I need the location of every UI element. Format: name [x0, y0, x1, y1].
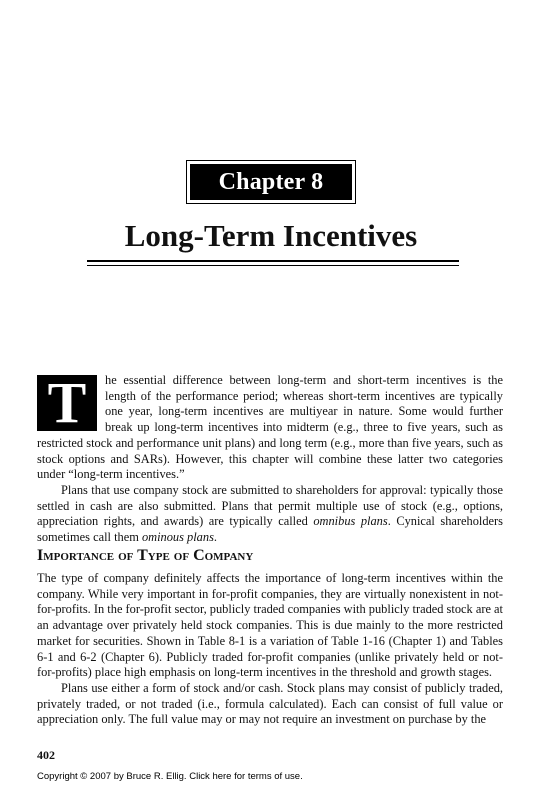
intro-paragraph-2 — [37, 483, 503, 546]
omnibus-plans-term: omnibus plans — [313, 514, 388, 529]
title-rule-thick — [87, 260, 459, 262]
intro-paragraph-2-end: . — [213, 530, 218, 545]
copyright-text: Copyright © 2007 by Bruce R. Ellig. — [37, 771, 190, 782]
title-rule-thin — [87, 265, 459, 266]
section-heading: Importance of Type of Company — [37, 547, 254, 564]
chapter-label: Chapter 8 — [190, 164, 352, 200]
section-paragraph-1: The type of company definitely affects the importance of long-term incentives within the company. While very important in for-profit companies, they are virtually nonexistent in not-for-profits. In the for-profit sector, publicly traded companies with publicly traded stock are at an advantage over privately held stock companies. This is due mainly to the more restricted market for securities. Shown in Table 8-1 is a variation of Table 1-16 (Chapter 1) and Tables 6-1 and 6-2 (Chapter 6). Publicly traded for-profit companies (unlike privately held or not-for-profits) place high emphasis on long-term incentives in the threshold and growth stages. — [37, 571, 503, 680]
intro-paragraph-2-mid: . Cynical shareholders sometimes call them — [37, 514, 504, 545]
chapter-title: Long-Term Incentives — [124, 218, 418, 253]
page-number: 402 — [37, 748, 55, 762]
chapter-label-box — [186, 160, 356, 204]
intro-paragraph-2-start: Plans that use company stock are submitted to shareholders for approval: typically those settled in cash are also submitted. Plans that permit multiple use of stock (e.g., options, appreciation rights, and awards) are typically called — [37, 482, 503, 529]
section-body — [37, 571, 503, 728]
intro-paragraph-1 — [37, 370, 503, 483]
ominous-plans-term: ominous plans — [141, 530, 214, 545]
terms-of-use-link[interactable]: Click here for terms of use. — [189, 771, 303, 782]
section-paragraph-2: Plans use either a form of stock and/or cash. Stock plans may consist of publicly traded, privately traded, or not traded (i.e., formula calculated). Each can consist of full value or appreciation only. The full value may or may not require an investment on purchase by the — [37, 680, 503, 727]
copyright-notice — [37, 771, 303, 782]
intro-paragraph-1-text: he essential difference between long-term and short-term incentives is the length of the performance period; whereas short-term incentives are typically one year, long-term incentives are multiyear in nature. Some would further break up long-term incentives into midterm (e.g., three to five years, such as restricted stock and performance unit plans) and long term (e.g., more than five years, such as stock options and SARs). However, this chapter will combine these latter two categories under “long-term incentives.” — [37, 373, 503, 482]
intro-section — [37, 370, 504, 546]
drop-cap: T — [37, 375, 97, 431]
